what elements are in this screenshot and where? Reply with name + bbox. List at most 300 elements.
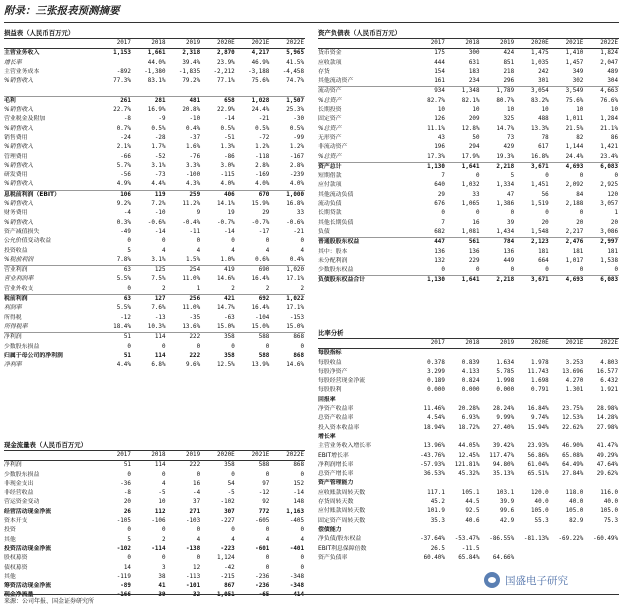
value-cell: 4.0% [255, 181, 270, 188]
value-cell: 103.1 [496, 489, 515, 496]
ratio-row [318, 489, 619, 498]
cash-flow-row [4, 564, 305, 573]
balance-row [318, 191, 619, 200]
balance-row [318, 87, 619, 97]
value-cell: 302 [572, 78, 584, 85]
value-cell: 76.6% [600, 97, 618, 104]
value-cell: 64.66% [492, 554, 515, 561]
ratio-analysis-panel [318, 328, 619, 563]
value-cell [584, 545, 619, 554]
source-note: 来源：公司年报、国金证券研究所 [4, 598, 95, 605]
row-label: 存货 [318, 68, 330, 75]
value-cell: 41.5% [286, 59, 304, 66]
income-row [4, 295, 305, 305]
value-cell: 0.000 [496, 387, 515, 394]
row-label: 公允价值变动收益 [4, 238, 52, 245]
value-cell: 271 [189, 508, 201, 515]
value-cell: 4.0% [220, 181, 235, 188]
value-cell: 92.5 [465, 508, 480, 515]
row-label: %销售收入 [4, 219, 34, 226]
value-cell: 0.791 [531, 387, 549, 394]
value-cell: 1,641 [446, 162, 481, 172]
value-cell: 47.64% [596, 461, 618, 468]
value-cell: 281 [132, 96, 167, 106]
ratio-row [318, 545, 619, 554]
value-cell: 50 [472, 134, 480, 141]
year-header-cell: 2018 [446, 39, 481, 49]
value-cell: 117.47% [489, 452, 515, 459]
value-cell [446, 526, 481, 535]
value-cell: 117.1 [427, 489, 445, 496]
value-cell: 0 [300, 527, 304, 534]
balance-row [318, 162, 619, 172]
row-label: %销售收入 [4, 201, 34, 208]
year-header-cell: 2019 [481, 39, 516, 49]
value-cell: 14 [123, 564, 131, 571]
value-cell: 868 [293, 462, 304, 469]
value-cell: 0 [614, 173, 618, 180]
value-cell: 2 [231, 285, 235, 292]
value-cell: 105.0 [531, 508, 549, 515]
value-cell: 4,217 [251, 50, 270, 57]
value-cell: 14.6% [286, 362, 304, 369]
value-cell: 682 [434, 228, 445, 235]
value-cell: 7 [441, 173, 445, 180]
row-label: 其他流动资产 [318, 78, 354, 85]
row-label: %税前利润 [4, 256, 34, 263]
value-cell: 74.7% [286, 78, 304, 85]
value-cell: 127 [132, 295, 167, 305]
year-header-cell: 2018 [132, 451, 167, 461]
cash-flow-row [4, 508, 305, 517]
value-cell: 0 [161, 238, 166, 245]
value-cell: 0 [441, 267, 445, 274]
value-cell: 934 [411, 87, 446, 97]
value-cell: 82.9 [569, 517, 584, 524]
value-cell: 1.6% [185, 144, 201, 151]
row-label: 投资收益 [4, 247, 28, 254]
value-cell: 2,123 [515, 238, 550, 248]
value-cell: 2 [161, 536, 166, 543]
value-cell: 86 [610, 134, 618, 141]
value-cell: 2,925 [600, 182, 618, 189]
cash-flow-row [4, 582, 305, 591]
value-cell: 0 [196, 343, 201, 350]
value-cell: 1,020 [270, 266, 305, 276]
value-cell: 0 [300, 564, 304, 571]
value-cell: -102 [220, 499, 235, 506]
value-cell [481, 545, 516, 554]
value-cell: 1,457 [565, 59, 584, 66]
value-cell: 489 [607, 68, 618, 75]
value-cell: 14.28% [596, 415, 618, 422]
row-label: 息税前利润（EBIT） [4, 190, 97, 200]
value-cell: 44.0% [147, 59, 166, 66]
value-cell: 0.7% [116, 125, 131, 132]
value-cell: -30 [293, 116, 304, 123]
value-cell: 19 [227, 210, 235, 217]
value-cell: 1.698 [531, 378, 549, 385]
value-cell: 18.94% [423, 424, 445, 431]
row-label: %销售收入 [4, 78, 34, 85]
cash-flow-panel [4, 440, 305, 601]
value-cell: 13.696 [562, 368, 584, 375]
income-row [4, 219, 305, 228]
value-cell: 1,124 [217, 555, 235, 562]
value-cell: 4.4% [151, 181, 166, 188]
value-cell: -72 [258, 134, 270, 141]
value-cell: 40.0 [534, 499, 549, 506]
row-label: 回报率 [318, 396, 336, 403]
value-cell [515, 545, 550, 554]
value-cell: 0 [300, 471, 304, 478]
row-label: 营业利润 [4, 266, 97, 276]
value-cell: 5.7% [116, 162, 131, 169]
row-label [4, 86, 97, 96]
value-cell: 640 [434, 182, 445, 189]
value-cell: 1,051 [217, 592, 235, 599]
value-cell: -69.22% [558, 536, 584, 543]
value-cell: -239 [289, 172, 304, 179]
value-cell: -36 [120, 480, 131, 487]
ratio-row [318, 359, 619, 368]
value-cell: 1,130 [411, 276, 446, 286]
value-cell: -167 [289, 153, 304, 160]
value-cell: 1.3% [220, 144, 235, 151]
value-cell: 75.6% [251, 78, 270, 85]
value-cell: 17.3% [427, 153, 445, 160]
year-header-cell: 2017 [97, 451, 132, 461]
row-label: 短期借款 [318, 173, 342, 180]
ratio-row [318, 433, 619, 442]
value-cell [550, 396, 585, 405]
source-divider [4, 594, 619, 595]
ratio-row [318, 396, 619, 405]
income-row [4, 333, 305, 343]
value-cell: 125 [132, 266, 167, 276]
row-label: 负债股东权益合计 [318, 276, 411, 286]
year-header-blank [318, 39, 411, 49]
value-cell: 1,661 [147, 50, 166, 57]
value-cell: 136 [503, 248, 515, 255]
value-cell: -99 [293, 134, 304, 141]
row-label: 非现金支出 [4, 480, 34, 487]
value-cell: 77.1% [217, 78, 235, 85]
value-cell: -166 [116, 592, 131, 599]
income-row [4, 86, 305, 96]
balance-row [318, 181, 619, 190]
value-cell: 18.4% [113, 323, 131, 330]
income-row [4, 247, 305, 256]
value-cell: 21.1% [600, 125, 618, 132]
value-cell: 10.3% [147, 323, 166, 330]
value-cell: 488 [538, 116, 549, 123]
row-label: 净负债/股东权益 [318, 536, 362, 543]
year-header-cell: 2017 [411, 339, 446, 349]
value-cell: 15.0% [251, 323, 270, 330]
value-cell: -43.76% [420, 452, 445, 459]
income-row [4, 304, 305, 313]
balance-row [318, 209, 619, 218]
value-cell: 0 [231, 471, 235, 478]
value-cell: 868 [293, 352, 304, 359]
value-cell: 588 [258, 462, 270, 469]
row-label: 流动资产 [318, 87, 411, 97]
value-cell: 4 [231, 536, 235, 543]
value-cell: 447 [411, 238, 446, 248]
value-cell: 429 [503, 144, 515, 151]
value-cell: 10 [158, 499, 166, 506]
value-cell [481, 433, 516, 442]
ratio-row [318, 535, 619, 544]
balance-row [318, 238, 619, 248]
value-cell: 24.4% [565, 153, 584, 160]
ratio-row [318, 424, 619, 433]
value-cell: -119 [116, 573, 131, 580]
value-cell: -35 [189, 314, 201, 321]
value-cell: -12 [258, 490, 270, 497]
value-cell: 9.99% [496, 415, 515, 422]
value-cell: 12.8% [461, 125, 480, 132]
income-statement-header: 损益表（人民币百万元） [4, 28, 305, 39]
value-cell: -17 [258, 228, 270, 235]
value-cell: 29 [262, 210, 270, 217]
income-row [4, 361, 305, 370]
row-label: 其中：股本 [318, 248, 348, 255]
row-label: %销售收入 [4, 181, 34, 188]
value-cell: 78 [541, 134, 549, 141]
year-header-cell: 2020E [201, 451, 236, 461]
value-cell [446, 479, 481, 488]
value-cell: 0 [265, 564, 270, 571]
value-cell: 7.2% [151, 201, 166, 208]
value-cell: 17.1% [286, 305, 304, 312]
value-cell: 11.2% [182, 201, 201, 208]
row-label: 利润率 [4, 305, 22, 312]
value-cell: 0.000 [427, 387, 445, 394]
value-cell: 16 [193, 480, 201, 487]
value-cell: 631 [468, 59, 480, 66]
income-row [4, 200, 305, 209]
income-row [4, 106, 305, 115]
value-cell: 2 [300, 285, 304, 292]
value-cell: -73 [154, 172, 166, 179]
income-row [4, 275, 305, 284]
value-cell: -104 [255, 314, 270, 321]
value-cell: -52 [154, 153, 166, 160]
value-cell: -86 [224, 153, 235, 160]
value-cell: 56 [541, 191, 549, 198]
value-cell: 0 [510, 210, 515, 217]
watermark [484, 570, 618, 590]
value-cell [550, 433, 585, 442]
row-label: 主营业务收入增长率 [318, 443, 372, 450]
value-cell: 481 [167, 96, 202, 106]
value-cell: 161 [434, 78, 445, 85]
value-cell: 10 [610, 107, 618, 114]
value-cell: 2,188 [565, 201, 584, 208]
value-cell: 424 [503, 50, 515, 57]
value-cell: -118 [255, 153, 270, 160]
value-cell: 29.62% [596, 471, 618, 478]
value-cell: 6,083 [584, 162, 619, 172]
value-cell: -42 [224, 564, 235, 571]
value-cell: -103 [185, 518, 201, 525]
value-cell [411, 396, 446, 405]
year-header-cell: 2021E [550, 39, 585, 49]
value-cell: 99.6 [499, 508, 515, 515]
balance-sheet-table [318, 39, 619, 286]
value-cell: 3,549 [550, 87, 585, 97]
value-cell: -105 [116, 518, 131, 525]
value-cell: -113 [185, 573, 201, 580]
income-row [4, 285, 305, 295]
row-label: 其他长期负债 [318, 219, 354, 226]
year-header-cell: 2021E [236, 39, 271, 49]
value-cell: 20 [123, 499, 131, 506]
income-row [4, 49, 305, 59]
value-cell: 44.5 [465, 499, 480, 506]
value-cell: 4 [300, 536, 304, 543]
row-label: 长期投资 [318, 107, 342, 114]
value-cell: 4 [231, 247, 235, 254]
balance-row [318, 68, 619, 77]
value-cell: 222 [189, 352, 201, 359]
value-cell [132, 86, 167, 96]
value-cell: 1,011 [565, 116, 584, 123]
value-cell: -14 [154, 228, 166, 235]
value-cell: -3,188 [248, 68, 270, 75]
value-cell: 0 [475, 173, 480, 180]
balance-row [318, 59, 619, 68]
value-cell: 41 [158, 583, 166, 590]
ratio-analysis-table [318, 339, 619, 563]
page-title: 附录：三张报表预测摘要 [4, 5, 120, 17]
value-cell: 11.46% [423, 406, 445, 413]
value-cell: 46.9% [251, 59, 270, 66]
value-cell: 26.5 [430, 545, 445, 552]
value-cell: 154 [434, 68, 445, 75]
value-cell: 3.253 [565, 359, 584, 366]
value-cell: -13 [154, 314, 166, 321]
row-label: 股权募资 [4, 555, 28, 562]
value-cell: 2,870 [217, 50, 235, 57]
value-cell: 15.0% [217, 323, 235, 330]
balance-row [318, 266, 619, 276]
value-cell: 16.9% [147, 107, 166, 114]
value-cell: -601 [255, 545, 270, 552]
value-cell: 300 [468, 50, 480, 57]
value-cell: 7.5% [151, 276, 166, 283]
row-label: 未分配利润 [318, 257, 348, 264]
value-cell: 676 [434, 201, 445, 208]
value-cell: 0.189 [427, 378, 445, 385]
row-label: 资产管理能力 [318, 480, 354, 487]
value-cell: 10 [507, 107, 515, 114]
value-cell [481, 479, 516, 488]
value-cell: 28.98% [596, 406, 618, 413]
value-cell: 29 [437, 191, 445, 198]
value-cell: 0 [545, 267, 549, 274]
value-cell: 294 [468, 144, 480, 151]
value-cell: 105.1 [461, 489, 480, 496]
value-cell: -60.49% [593, 536, 618, 543]
value-cell: 658 [201, 96, 236, 106]
value-cell: -49 [120, 228, 131, 235]
balance-row [318, 248, 619, 257]
row-label: 每股指标 [318, 350, 342, 357]
value-cell: 2 [265, 285, 270, 292]
row-label: 存货周转天数 [318, 499, 354, 506]
cash-flow-row [4, 461, 305, 471]
value-cell: 1.7% [151, 144, 166, 151]
row-label: 货币资金 [318, 50, 342, 57]
balance-row [318, 257, 619, 266]
value-cell: 0 [127, 555, 131, 562]
value-cell: -11 [189, 228, 201, 235]
balance-row [318, 172, 619, 181]
income-row [4, 134, 305, 143]
row-label: 投资活动现金净流 [4, 545, 52, 552]
value-cell [550, 545, 585, 554]
row-label: 投资 [4, 527, 16, 534]
value-cell: 11.0% [182, 305, 201, 312]
row-label: 总资产收益率 [318, 415, 354, 422]
value-cell: 5 [510, 173, 515, 180]
value-cell [236, 86, 271, 96]
value-cell: -9 [158, 116, 166, 123]
value-cell: 1,548 [531, 228, 549, 235]
value-cell: 114 [154, 352, 166, 359]
value-cell [515, 349, 550, 359]
value-cell: 119 [132, 190, 167, 200]
value-cell: 1,434 [496, 228, 515, 235]
value-cell: 261 [97, 96, 132, 106]
value-cell: 296 [503, 78, 515, 85]
value-cell: -66 [120, 153, 131, 160]
value-cell: 14.6% [217, 276, 235, 283]
value-cell: 0 [441, 210, 445, 217]
value-cell: 588 [258, 352, 270, 359]
value-cell: 256 [167, 295, 202, 305]
value-cell: 75.6% [565, 97, 584, 104]
row-label: 总资产增长率 [318, 471, 354, 478]
value-cell: 13.96% [423, 443, 445, 450]
ratio-row [318, 479, 619, 488]
value-cell: 4.0% [289, 181, 304, 188]
value-cell: 0 [161, 527, 166, 534]
value-cell: -53.47% [454, 536, 480, 543]
value-cell: 6.93% [461, 415, 480, 422]
value-cell: 0 [127, 471, 131, 478]
value-cell: 17.9% [461, 153, 480, 160]
value-cell: 16.4% [251, 276, 270, 283]
value-cell: 449 [503, 257, 515, 264]
value-cell: -236 [255, 573, 270, 580]
value-cell: -348 [289, 573, 304, 580]
value-cell: 304 [607, 78, 618, 85]
row-label: 营业税金及附加 [4, 116, 46, 123]
value-cell: 307 [224, 508, 235, 515]
value-cell: 39 [507, 219, 515, 226]
value-cell [550, 349, 585, 359]
value-cell: 22.62% [562, 424, 584, 431]
value-cell: 349 [572, 68, 584, 75]
value-cell: 10 [472, 107, 480, 114]
value-cell: -0.6% [286, 219, 304, 226]
value-cell: 39 [158, 592, 166, 599]
value-cell [411, 526, 446, 535]
